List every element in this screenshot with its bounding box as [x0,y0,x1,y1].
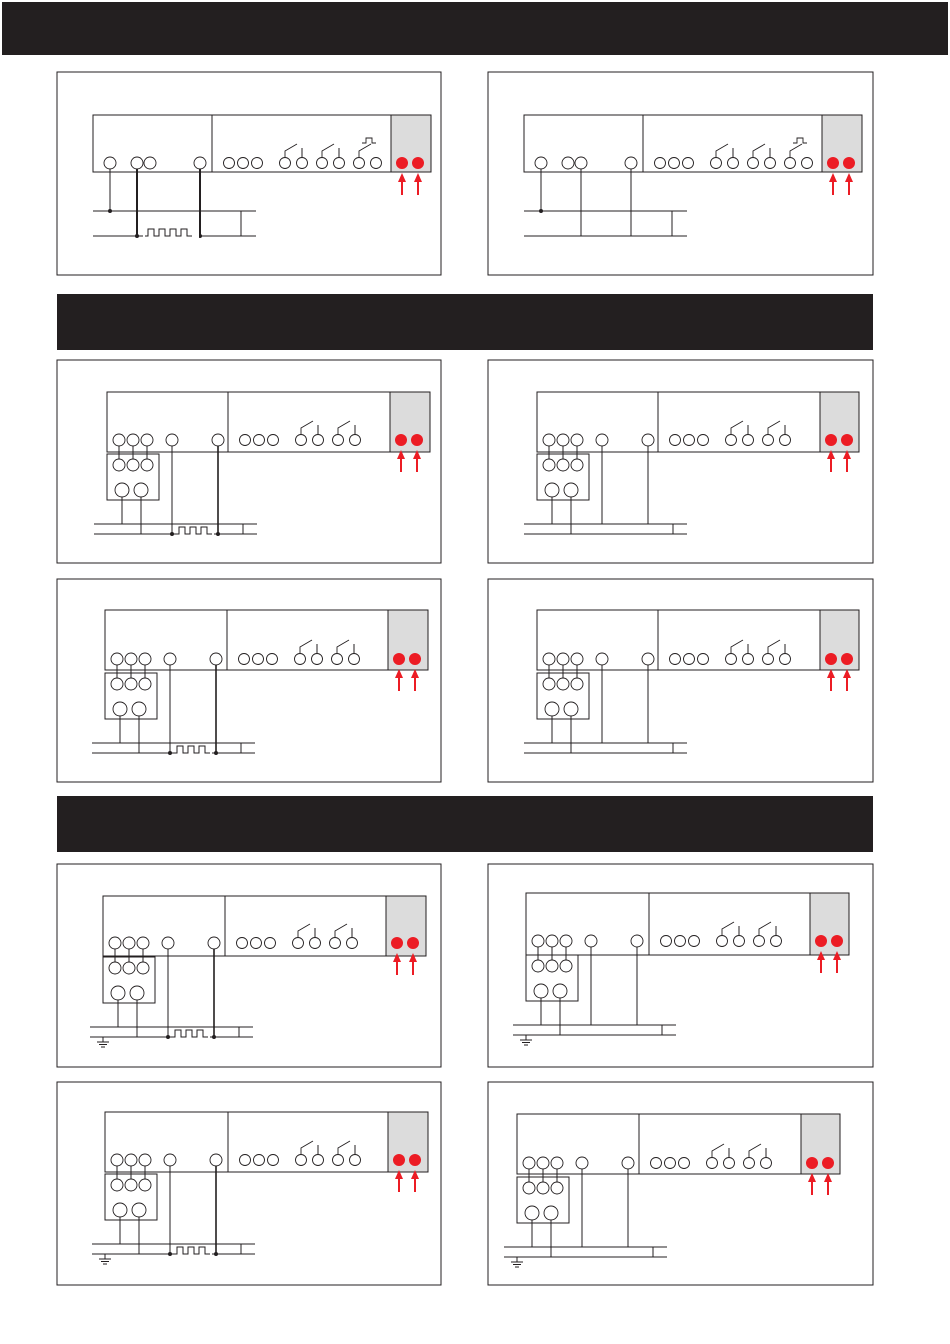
output-terminal [689,936,700,947]
output-terminal [675,936,686,947]
panel-p3 [57,360,441,563]
relay-terminal [726,654,737,665]
sensor-terminal [134,483,148,497]
sensor-terminal [113,702,127,716]
output-terminal [679,1158,690,1169]
device-outline [517,1114,839,1174]
relay-terminal [296,1155,307,1166]
input-terminal [576,1157,588,1169]
relay-terminal [802,158,813,169]
relay-terminal [312,654,323,665]
junction-dot [539,209,543,213]
led-indicator [841,434,853,446]
junction-dot [212,1035,216,1039]
output-terminal [665,1158,676,1169]
led-indicator [831,935,843,947]
output-terminal [651,1158,662,1169]
relay-terminal [744,1158,755,1169]
sensor-terminal [127,459,139,471]
output-terminal [661,936,672,947]
sensor-terminal [571,678,583,690]
input-terminal [543,653,555,665]
sensor-terminal [113,1203,127,1217]
input-terminal [557,653,569,665]
led-indicator [407,937,419,949]
sensor-terminal [523,1182,535,1194]
panel-p7 [57,864,441,1067]
led-indicator [395,434,407,446]
relay-terminal [295,654,306,665]
output-terminal [267,654,278,665]
output-terminal [698,654,709,665]
relay-terminal [333,1155,344,1166]
input-terminal [622,1157,634,1169]
input-terminal [144,157,156,169]
input-terminal [585,935,597,947]
output-terminal [254,435,265,446]
sensor-terminal [125,1179,137,1191]
led-indicator [411,434,423,446]
led-indicator [825,653,837,665]
junction-dot [166,1035,170,1039]
relay-terminal [726,435,737,446]
input-terminal [127,434,139,446]
input-terminal [210,653,222,665]
relay-terminal [743,654,754,665]
relay-terminal [761,1158,772,1169]
led-indicator [396,157,408,169]
relay-terminal [771,936,782,947]
sensor-terminal [534,984,548,998]
relay-terminal [765,158,776,169]
relay-terminal [313,435,324,446]
relay-terminal [754,936,765,947]
sensor-terminal [109,962,121,974]
output-terminal [237,938,248,949]
panel-p6 [488,579,873,782]
input-terminal [560,935,572,947]
sensor-terminal [544,1206,558,1220]
panel-p2 [488,72,873,275]
input-terminal [111,653,123,665]
output-terminal [265,938,276,949]
display-section [810,893,849,955]
panel-p10 [488,1082,873,1285]
output-terminal [251,938,262,949]
relay-terminal [707,1158,718,1169]
sensor-terminal [130,986,144,1000]
led-indicator [393,653,405,665]
sensor-terminal [132,1203,146,1217]
input-terminal [131,157,143,169]
led-indicator [822,1157,834,1169]
led-indicator [843,157,855,169]
relay-terminal [293,938,304,949]
sensor-terminal [113,459,125,471]
sensor-terminal [551,1182,563,1194]
relay-terminal [333,435,344,446]
relay-terminal [371,158,382,169]
input-terminal [642,434,654,446]
sensor-terminal [571,459,583,471]
input-terminal [166,434,178,446]
sensor-terminal [111,986,125,1000]
led-indicator [393,1154,405,1166]
output-terminal [698,435,709,446]
input-terminal [642,653,654,665]
input-terminal [571,653,583,665]
device-outline [526,893,848,955]
input-terminal [562,157,574,169]
sensor-terminal [123,962,135,974]
input-terminal [109,937,121,949]
sensor-terminal [546,960,558,972]
sensor-terminal [545,702,559,716]
input-terminal [162,937,174,949]
junction-dot [214,1252,218,1256]
input-terminal [137,937,149,949]
relay-terminal [748,158,759,169]
output-terminal [684,654,695,665]
input-terminal [537,1157,549,1169]
output-terminal [240,435,251,446]
output-terminal [655,158,666,169]
junction-dot [214,751,218,755]
input-terminal [208,937,220,949]
input-terminal [532,935,544,947]
input-terminal [535,157,547,169]
panel-frame [488,72,873,275]
panel-frame [57,72,441,275]
input-terminal [212,434,224,446]
input-terminal [141,434,153,446]
output-terminal [254,1155,265,1166]
output-terminal [670,654,681,665]
relay-terminal [280,158,291,169]
input-terminal [125,653,137,665]
input-terminal [111,1154,123,1166]
output-terminal [684,435,695,446]
sensor-terminal [543,678,555,690]
relay-terminal [334,158,345,169]
led-indicator [806,1157,818,1169]
output-terminal [670,435,681,446]
led-indicator [391,937,403,949]
relay-terminal [717,936,728,947]
panel-p9 [57,1082,441,1285]
junction-dot [135,234,139,238]
relay-terminal [711,158,722,169]
panel-p4 [488,360,873,563]
relay-terminal [763,654,774,665]
relay-terminal [350,435,361,446]
input-terminal [575,157,587,169]
sensor-terminal [560,960,572,972]
sensor-terminal [139,1179,151,1191]
sensor-terminal [525,1206,539,1220]
input-terminal [113,434,125,446]
junction-dot [168,1252,172,1256]
sensor-terminal [139,678,151,690]
relay-terminal [354,158,365,169]
relay-terminal [728,158,739,169]
relay-terminal [780,654,791,665]
sensor-terminal [564,702,578,716]
sensor-terminal [132,702,146,716]
output-terminal [669,158,680,169]
panel-p1 [57,72,441,275]
input-terminal [543,434,555,446]
input-terminal [596,434,608,446]
led-indicator [409,1154,421,1166]
sensor-terminal [115,483,129,497]
relay-terminal [330,938,341,949]
junction-dot [108,209,112,213]
sensor-terminal [125,678,137,690]
sensor-terminal [111,1179,123,1191]
output-terminal [240,1155,251,1166]
sensor-terminal [545,483,559,497]
output-terminal [268,1155,279,1166]
input-terminal [625,157,637,169]
led-indicator [815,935,827,947]
sensor-terminal [532,960,544,972]
relay-terminal [350,1155,361,1166]
relay-terminal [347,938,358,949]
display-section [386,896,426,956]
panel-p5 [57,579,441,782]
sensor-terminal [543,459,555,471]
input-terminal [546,935,558,947]
sensor-terminal [557,678,569,690]
input-terminal [631,935,643,947]
device-outline [105,1112,428,1172]
junction-dot [168,751,172,755]
output-terminal [268,435,279,446]
input-terminal [551,1157,563,1169]
led-indicator [827,157,839,169]
input-terminal [210,1154,222,1166]
relay-terminal [296,435,307,446]
panel-p8 [488,864,873,1067]
output-terminal [238,158,249,169]
sensor-terminal [111,678,123,690]
relay-terminal [349,654,360,665]
input-terminal [164,1154,176,1166]
relay-terminal [743,435,754,446]
relay-terminal [785,158,796,169]
led-indicator [409,653,421,665]
relay-terminal [310,938,321,949]
sensor-terminal [557,459,569,471]
output-terminal [253,654,264,665]
input-terminal [139,1154,151,1166]
sensor-terminal [141,459,153,471]
relay-terminal [313,1155,324,1166]
output-terminal [224,158,235,169]
input-terminal [139,653,151,665]
output-terminal [683,158,694,169]
input-terminal [164,653,176,665]
led-indicator [841,653,853,665]
input-terminal [104,157,116,169]
sensor-terminal [553,984,567,998]
output-terminal [239,654,250,665]
relay-terminal [317,158,328,169]
relay-terminal [734,936,745,947]
junction-dot [170,532,174,536]
relay-terminal [297,158,308,169]
input-terminal [194,157,206,169]
input-terminal [125,1154,137,1166]
input-terminal [123,937,135,949]
input-terminal [523,1157,535,1169]
led-indicator [825,434,837,446]
relay-terminal [724,1158,735,1169]
output-terminal [252,158,263,169]
input-terminal [557,434,569,446]
device-outline [103,896,426,956]
sensor-terminal [137,962,149,974]
led-indicator [412,157,424,169]
junction-dot [216,532,220,536]
relay-terminal [332,654,343,665]
relay-terminal [780,435,791,446]
input-terminal [571,434,583,446]
relay-terminal [763,435,774,446]
sensor-terminal [537,1182,549,1194]
sensor-terminal [564,483,578,497]
input-terminal [596,653,608,665]
